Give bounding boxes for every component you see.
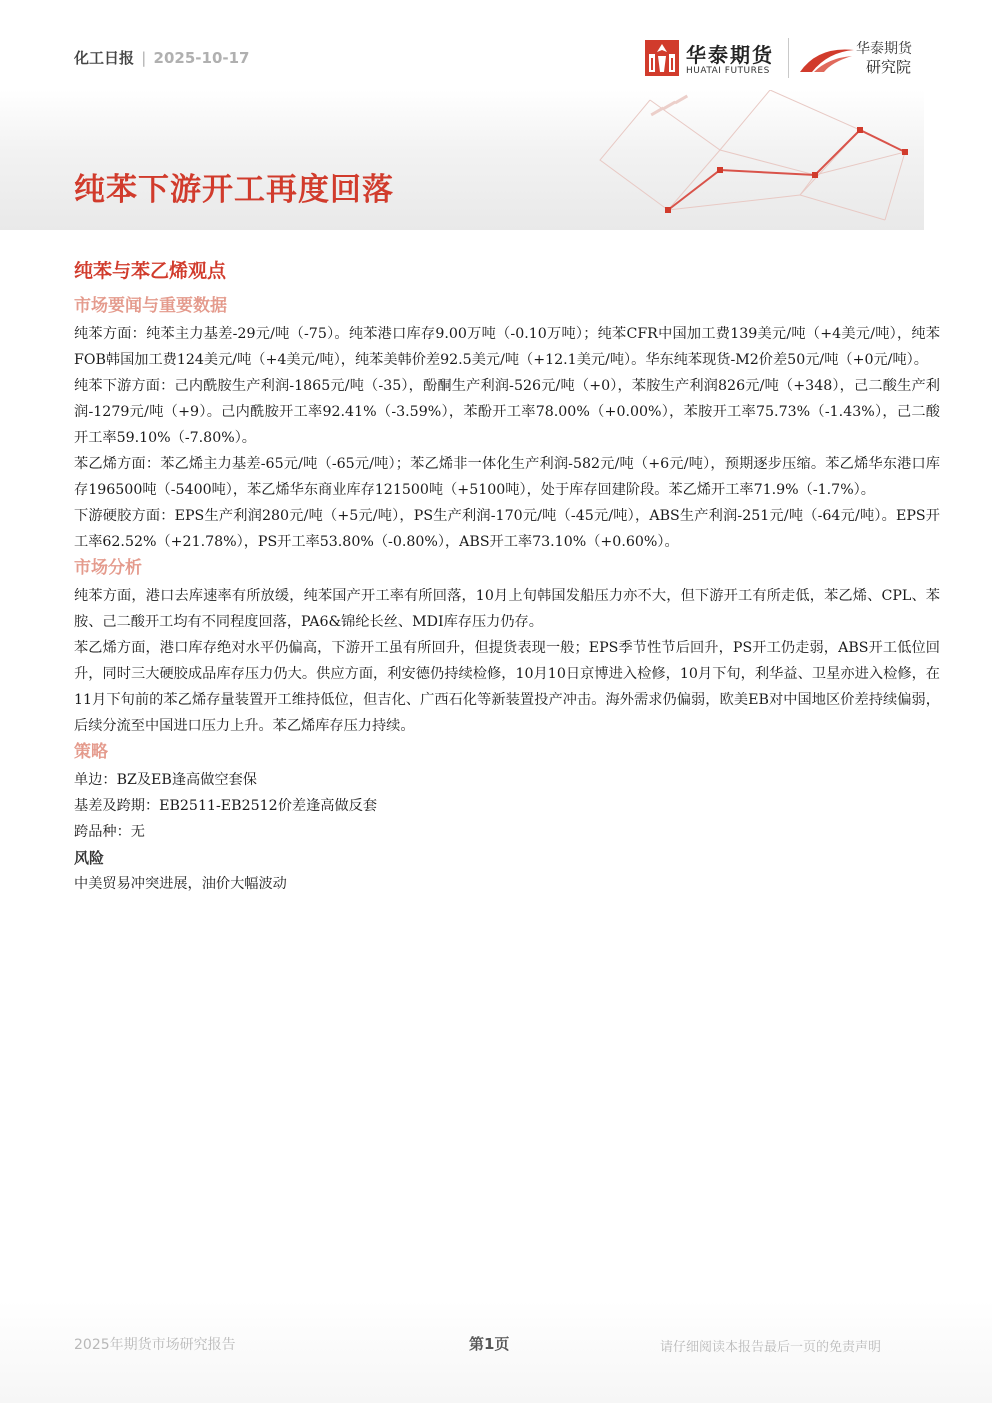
market-analysis-title: 市场分析 — [74, 558, 142, 578]
section-title: 纯苯与苯乙烯观点 — [74, 260, 227, 282]
paragraph: 下游硬胶方面：EPS生产利润280元/吨（+5元/吨），PS生产利润-170元/吨（-45元/吨），ABS生产利润-251元/吨（-64元/吨）。EPS开工率62.52%（+21.78%），PS开工率53.80%（-0.80%），ABS开工率73.10%（+0.60%）。 — [74, 508, 940, 550]
title-banner — [0, 90, 924, 230]
paragraph: 纯苯下游方面：己内酰胺生产利润-1865元/吨（-35），酚酮生产利润-526元/吨（+0），苯胺生产利润826元/吨（+348），己二酸生产利润-1279元/吨（+9）。己内酰胺开工率92.41%（-3.59%），苯酚开工率78.00%（+0.00%），苯胺开工率75.73%（-1.43%），己二酸开工率59.10%（-7.80%）。 — [74, 378, 940, 446]
paragraph: 纯苯方面：纯苯主力基差-29元/吨（-75）。纯苯港口库存9.00万吨（-0.10万吨）；纯苯CFR中国加工费139美元/吨（+4美元/吨），纯苯FOB韩国加工费124美元/吨（+4美元/吨），纯苯美韩价差92.5美元/吨（+12.1美元/吨）。华东纯苯现货-M2价差50元/吨（+0元/吨）。 — [74, 326, 940, 368]
disclaimer-notice: 请仔细阅读本报告最后一页的免责声明 — [660, 1340, 882, 1355]
institute-name-line2: 研究院 — [866, 58, 912, 76]
huatai-logo-icon — [645, 40, 679, 76]
institute-logo-icon — [798, 42, 856, 76]
network-graphic-icon — [560, 90, 924, 230]
paragraph: 苯乙烯方面，港口库存绝对水平仍偏高，下游开工虽有所回升，但提货表现一般；EPS季节性节后回升，PS开工仍走弱，ABS开工低位回升，同时三大硬胶成品库存压力仍大。供应方面，利安德仍持续检修，10月10日京博进入检修，10月下旬，利华益、卫星亦进入检修，在11月下旬前的苯乙烯存量装置开工维持低位，但吉化、广西石化等新装置投产冲击。海外需求仍偏弱，欧美EB对中国地区价差持续偏弱，后续分流至中国进口压力上升。苯乙烯库存压力持续。 — [74, 640, 940, 734]
strategy-item: 基差及跨期：EB2511-EB2512价差逢高做反套 — [74, 798, 378, 814]
logo-divider — [788, 38, 789, 78]
report-type-date — [74, 47, 250, 68]
strategy-title: 策略 — [74, 742, 108, 762]
report-body — [74, 256, 940, 897]
risk-text: 中美贸易冲突进展，油价大幅波动 — [74, 876, 287, 892]
risk-title: 风险 — [74, 849, 105, 867]
page-header — [0, 0, 992, 90]
paragraph: 苯乙烯方面：苯乙烯主力基差-65元/吨（-65元/吨）；苯乙烯非一体化生产利润-582元/吨（+6元/吨），预期逐步压缩。苯乙烯华东港口库存196500吨（-5400吨），苯乙烯华东商业库存121500吨（+5100吨），处于库存回建阶段。苯乙烯开工率71.9%（-1.7%）。 — [74, 456, 940, 498]
strategy-item: 跨品种：无 — [74, 824, 145, 840]
page-number: 第1页 — [469, 1335, 510, 1353]
strategy-item: 单边：BZ及EB逢高做空套保 — [74, 772, 257, 788]
logo-english-name: HUATAI FUTURES — [686, 66, 770, 76]
footer-report-name: 2025年期货市场研究报告 — [74, 1337, 236, 1353]
logo-chinese-name: 华泰期货 — [686, 43, 774, 67]
market-news-title: 市场要闻与重要数据 — [74, 296, 227, 316]
report-title: 纯苯下游开工再度回落 — [74, 172, 394, 208]
report-date: 2025-10-17 — [153, 49, 250, 67]
paragraph: 纯苯方面，港口去库速率有所放缓，纯苯国产开工率有所回落，10月上旬韩国发船压力亦不大，但下游开工有所走低，苯乙烯、CPL、苯胺、己二酸开工均有不同程度回落，PA6&锦纶长丝、MDI库存压力仍存。 — [74, 588, 940, 630]
header-separator: | — [141, 49, 147, 67]
report-type: 化工日报 — [74, 49, 135, 67]
institute-name-line1: 华泰期货 — [856, 41, 912, 57]
